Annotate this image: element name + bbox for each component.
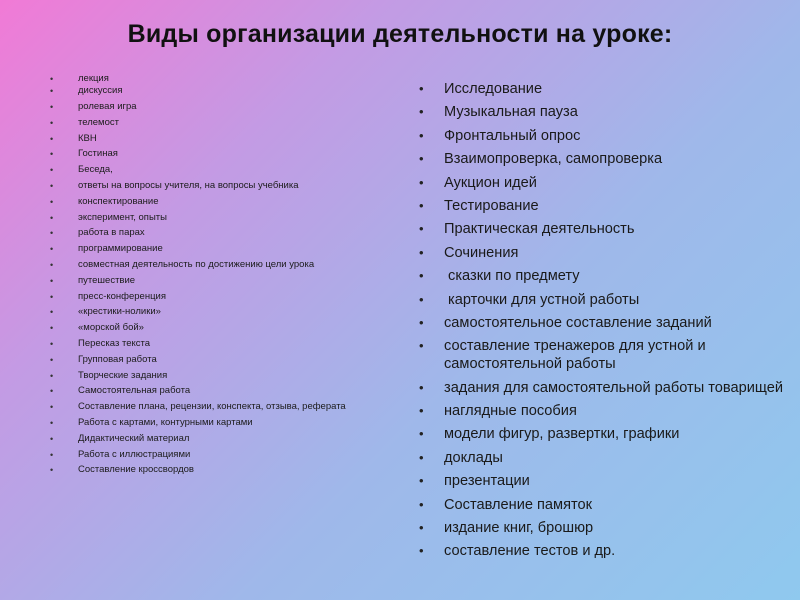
list-item: • телемост xyxy=(48,117,378,129)
list-item: • Взаимопроверка, самопроверка xyxy=(418,150,793,168)
list-item: • Сочинения xyxy=(418,244,793,262)
list-item: • Гостиная xyxy=(48,148,378,160)
list-item: • Самостоятельная работа xyxy=(48,385,378,397)
left-activity-list xyxy=(48,73,378,480)
list-item: • Беседа, xyxy=(48,164,378,176)
list-item: • карточки для устной работы xyxy=(418,291,793,309)
list-item: • Аукцион идей xyxy=(418,174,793,192)
list-item: • составление тестов и др. xyxy=(418,542,793,560)
list-item: • путешествие xyxy=(48,275,378,287)
list-item: • модели фигур, развертки, графики xyxy=(418,425,793,443)
list-item: • задания для самостоятельной работы товарищей xyxy=(418,379,793,397)
list-item: • пресс-конференция xyxy=(48,291,378,303)
list-item: • Музыкальная пауза xyxy=(418,103,793,121)
list-item: • издание книг, брошюр xyxy=(418,519,793,537)
list-item: • ролевая игра xyxy=(48,101,378,113)
list-item: • Составление кроссвордов xyxy=(48,464,378,476)
list-item: • Фронтальный опрос xyxy=(418,127,793,145)
list-item: • Дидактический материал xyxy=(48,433,378,445)
list-item: • Практическая деятельность xyxy=(418,220,793,238)
list-item: • «морской бой» xyxy=(48,322,378,334)
list-item: • Работа с картами, контурными картами xyxy=(48,417,378,429)
list-item: • доклады xyxy=(418,449,793,467)
list-item: • наглядные пособия xyxy=(418,402,793,420)
list-item: • составление тренажеров для устной и самостоятельной работы xyxy=(418,337,793,373)
list-item: • Составление памяток xyxy=(418,496,793,514)
slide-title: Виды организации деятельности на уроке: xyxy=(127,20,673,48)
list-item: • совместная деятельность по достижению цели урока xyxy=(48,259,378,271)
list-item: • программирование xyxy=(48,243,378,255)
list-item: • Составление плана, рецензии, конспекта, отзыва, реферата xyxy=(48,401,378,413)
list-item: • Работа с иллюстрациями xyxy=(48,449,378,461)
list-item: • сказки по предмету xyxy=(418,267,793,285)
list-item: • КВН xyxy=(48,133,378,145)
list-item: • эксперимент, опыты xyxy=(48,212,378,224)
list-item: • Тестирование xyxy=(418,197,793,215)
list-item: • Исследование xyxy=(418,80,793,98)
right-activity-list xyxy=(418,80,793,566)
list-item: • презентации xyxy=(418,472,793,490)
list-item: • конспектирование xyxy=(48,196,378,208)
list-item: • Групповая работа xyxy=(48,354,378,366)
list-item: • «крестики-нолики» xyxy=(48,306,378,318)
list-item: • дискуссия xyxy=(48,85,378,97)
list-item: • Творческие задания xyxy=(48,370,378,382)
list-item: • ответы на вопросы учителя, на вопросы учебника xyxy=(48,180,378,192)
list-item: • Пересказ текста xyxy=(48,338,378,350)
list-item: • лекция xyxy=(48,73,378,85)
list-item: • самостоятельное составление заданий xyxy=(418,314,793,332)
list-item: • работа в парах xyxy=(48,227,378,239)
